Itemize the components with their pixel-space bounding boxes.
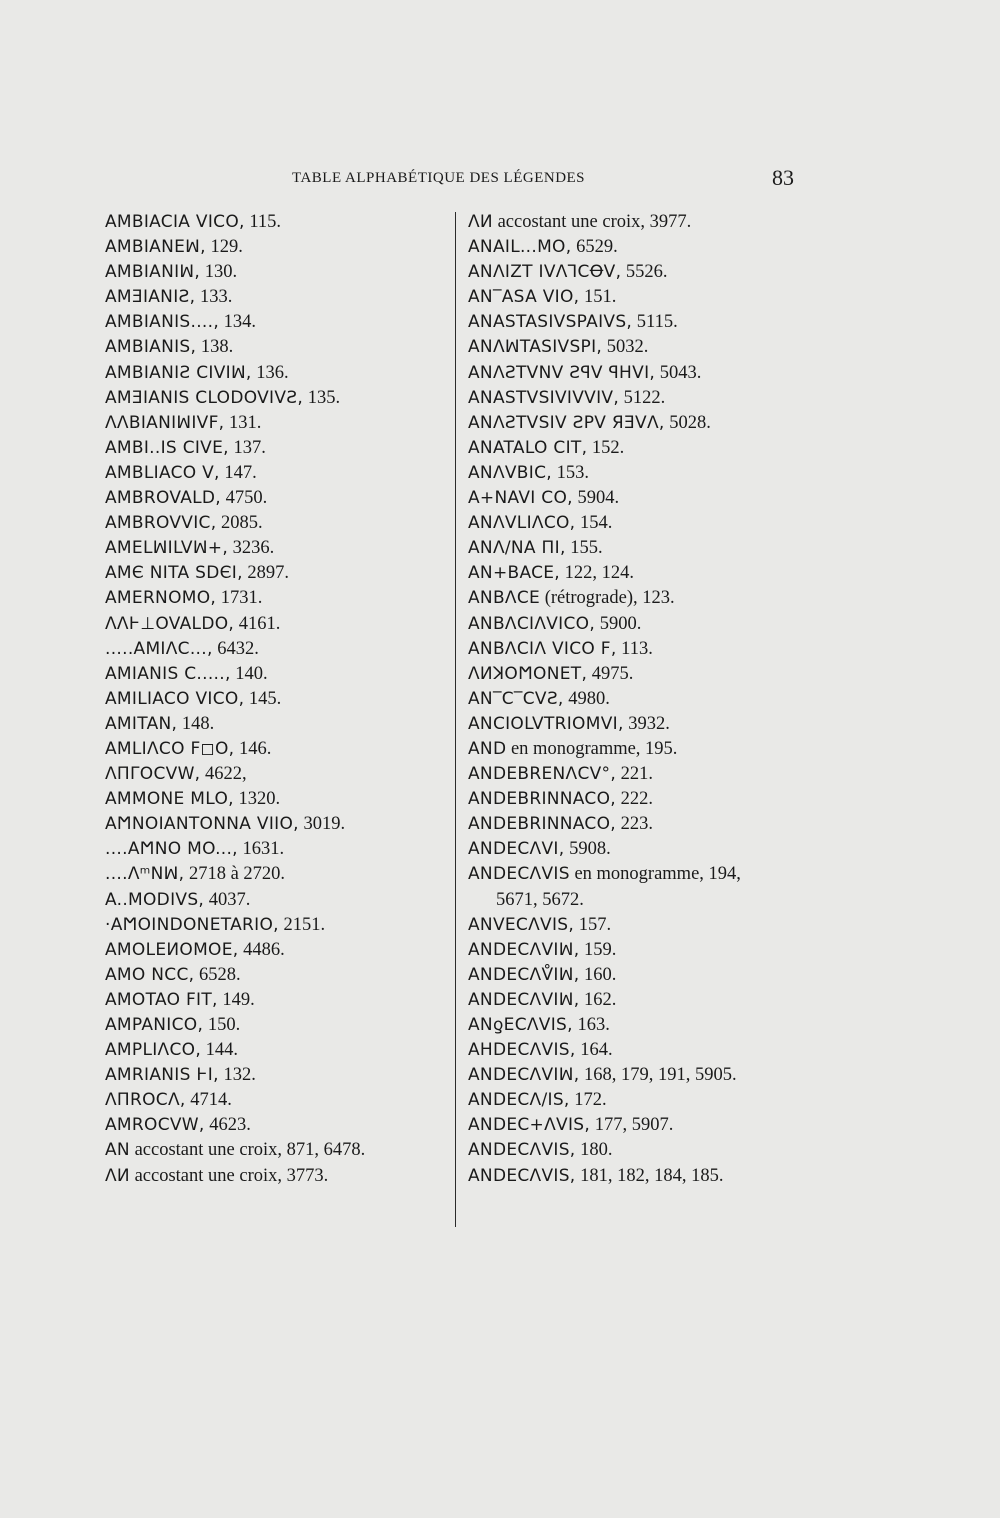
entry-legend: AϺNOIANTONNA VIIO, [105,814,299,835]
entry-legend: AMBIANIꟽ, [105,262,201,283]
entry-legend: ANDECΛVIS, [468,1165,576,1186]
index-entry [105,361,450,386]
index-entry [468,285,818,310]
index-entry [468,888,818,913]
entry-reference: 144. [201,1040,239,1061]
entry-legend: AN+BACE, [468,563,560,584]
entry-legend: ΛΛⱵ⊥OVALDO, [105,613,235,634]
entry-legend: ANƍECΛVIS, [468,1015,573,1035]
entry-reference: 136. [251,362,289,383]
entry-legend: ANBΛⅭE [468,588,541,609]
index-entry [468,1038,818,1063]
index-entry [105,913,450,938]
entry-reference: 140. [230,663,268,684]
entry-legend: ANBΛCIΛ VICO F, [468,638,617,659]
entry-legend: AMROⅭVW, [105,1115,205,1136]
index-entry [105,862,450,887]
entry-legend: ANDECΛVIꟽ, [468,989,580,1010]
index-entry [105,210,450,235]
index-entry [105,787,450,812]
entry-reference: 131. [224,412,262,433]
entry-reference: 163. [572,1015,610,1035]
index-entry [105,235,450,260]
entry-legend: A..MODIVS, [105,889,205,910]
index-entry [105,837,450,862]
entry-reference: 138. [196,337,234,358]
entry-legend: ANBΛCIΛVICO, [468,613,596,634]
entry-reference: 1731. [216,588,263,609]
entry-legend: ΛΛBIANIꟽIVF, [105,412,225,433]
entry-reference: 137. [228,437,266,458]
index-entry [468,235,818,260]
index-entry [468,1013,818,1038]
entry-legend: AMILIACO VICO, [105,688,245,709]
entry-legend: AMPLIΛCO, [105,1040,202,1061]
index-entry [105,1164,450,1189]
entry-legend: AMITAN, [105,713,178,734]
entry-reference: 6529. [571,237,618,258]
entry-reference: 2718 à 2720. [184,864,286,885]
entry-legend: AMLIΛCO F◻O, [105,738,235,759]
entry-reference: 133. [195,287,233,308]
entry-reference: 168, 179, 191, 5905. [579,1065,737,1086]
index-entry [468,737,818,762]
entry-reference: 147. [219,462,257,483]
entry-legend: ΛИ [468,212,493,232]
page-number: 83 [772,165,794,190]
index-entry [468,335,818,360]
entry-reference: 150. [203,1015,241,1035]
entry-legend: AMBROVALD, [105,488,221,509]
entry-reference: 160. [579,964,617,985]
index-entry [105,260,450,285]
entry-reference: 145. [244,688,282,709]
index-entry [105,1038,450,1063]
entry-legend: ....ΛᵐNꟽ, [105,864,185,885]
entry-reference: (rétrograde), 123. [540,588,675,609]
entry-legend: ANDEBRINNACO, [468,814,616,835]
entry-legend: AMBIANIS, [105,337,197,358]
entry-reference: 149. [217,989,255,1010]
entry-reference: 4750. [221,488,268,509]
index-entry [468,637,818,662]
entry-legend: ANΛVBIC, [468,462,552,483]
entry-legend: AMELꟽILVꟽ+, [105,538,229,559]
entry-legend: ANDEBRINNACO, [468,789,616,810]
entry-reference: 2897. [242,563,290,584]
entry-legend: ANDEⅭΛVIꟽ, [468,1065,580,1086]
entry-reference: 180. [575,1140,613,1161]
entry-reference: 164. [575,1040,613,1061]
entry-reference: 4623. [204,1115,251,1136]
entry-reference: 6432. [212,638,259,659]
entry-legend: AMBLIACO V, [105,462,220,483]
entry-legend: AMƎIANIS CLODOVIVƧ, [105,387,304,408]
entry-reference: 5904. [572,488,620,509]
entry-legend: AMPANICO, [105,1015,204,1035]
index-entry [105,612,450,637]
entry-reference: en monogramme, 194, [569,864,741,885]
index-entry [468,310,818,335]
entry-reference: 172. [569,1090,607,1111]
index-entry [468,436,818,461]
entry-reference: 4714. [185,1090,232,1111]
entry-legend: AMOLEИOMOE, [105,939,239,960]
entry-legend: ANDECΛVI, [468,839,565,860]
index-entry [105,662,450,687]
entry-legend: ANVECΛVIS, [468,914,575,935]
entry-legend: AMBIANIS...., [105,312,220,333]
right-column [468,210,818,1189]
entry-legend: AMIANIS C....., [105,663,231,684]
entry-legend: ANΛƧTVNV ƧꟼV ꟼHVI, [468,362,656,383]
index-entry [105,988,450,1013]
entry-legend: AMBIACIA VICO, [105,212,245,232]
entry-legend: ANDECΛVIS, [468,1140,576,1161]
entry-reference: 151. [579,287,617,308]
running-head: TABLE ALPHABÉTIQUE DES LÉGENDES [292,170,586,186]
index-entry [468,1164,818,1189]
index-entry [105,310,450,335]
entry-legend: AMOTAO FIT, [105,989,218,1010]
entry-legend: ....AϺNO MO..., [105,839,238,860]
index-entry [105,888,450,913]
entry-legend: ΛИꓘOϺONET, [468,663,588,684]
index-entry [105,737,450,762]
index-entry [105,486,450,511]
index-entry [105,386,450,411]
index-entry [105,586,450,611]
entry-legend: ANDECΛVIS [468,864,570,885]
index-entry [468,862,818,887]
entry-legend: .....AMIΛC..., [105,638,213,659]
entry-reference: accostant une croix, 871, 6478. [129,1140,366,1161]
index-entry [468,762,818,787]
left-column [105,210,450,1189]
index-entry [105,812,450,837]
index-entry [105,1138,450,1163]
entry-reference: 1320. [233,789,281,810]
entry-legend: AMBROVVIC, [105,513,217,534]
index-entry [468,913,818,938]
entry-legend: ANΛVLIΛCO, [468,513,576,534]
entry-reference: 146. [234,738,272,759]
entry-reference: 148. [177,713,215,734]
index-entry [468,1113,818,1138]
entry-legend: AND [468,738,507,759]
index-entry [105,561,450,586]
entry-legend: AN‾ASA VIO, [468,287,580,308]
entry-reference: 154. [575,513,613,534]
entry-reference: 4622, [200,764,247,785]
entry-reference: 5900. [595,613,642,634]
index-entry [105,436,450,461]
entry-legend: AMBIANIƧ CIVIꟽ, [105,362,252,383]
entry-legend: AMƎIANIƧ, [105,287,196,308]
index-entry [468,511,818,536]
entry-reference: 159. [579,939,617,960]
index-entry [468,361,818,386]
entry-reference: 3236. [228,538,275,559]
entry-reference: 5671, 5672. [496,889,584,910]
index-entry [105,461,450,486]
entry-legend: ANASTASIVSPAIVS, [468,312,633,333]
entry-legend: ANAIL...MO, [468,237,572,258]
entry-legend: AMO NⅭⅭ, [105,964,195,985]
entry-legend: ANΛꟽTASIVSPI, [468,337,603,358]
index-entry [468,837,818,862]
entry-reference: 4037. [204,889,251,910]
index-entry [468,988,818,1013]
index-entry [468,1138,818,1163]
index-entry [468,210,818,235]
entry-reference: 6528. [194,964,241,985]
index-entry [105,712,450,737]
index-entry [468,586,818,611]
entry-reference: 130. [200,262,238,283]
index-entry [105,1088,450,1113]
entry-legend: ANATALO ⅭIT, [468,437,588,458]
index-entry [468,536,818,561]
entry-reference: 223. [616,814,653,835]
entry-reference: 5043. [655,362,702,383]
entry-reference: 129. [205,237,243,258]
index-entry [105,536,450,561]
entry-reference: 4975. [587,663,634,684]
entry-legend: AHDECΛVIS, [468,1040,576,1061]
entry-legend: ΛПΓOⅭVW, [105,764,201,785]
entry-reference: 177, 5907. [590,1115,674,1136]
index-entry [468,612,818,637]
entry-legend: ANΛ/NA ПI, [468,538,566,559]
index-entry [105,1013,450,1038]
index-entry [468,963,818,988]
entry-legend: ANDECΛ/IS, [468,1090,570,1111]
index-entry [468,787,818,812]
entry-reference: 152. [587,437,625,458]
entry-reference: en monogramme, 195. [506,738,678,759]
entry-reference: 115. [244,212,282,232]
entry-reference: 222. [616,789,653,810]
entry-legend: ·AϺOINDONETARIO, [105,914,279,935]
entry-reference: 2151. [278,914,326,935]
index-entry [468,561,818,586]
index-entry [468,486,818,511]
entry-reference: 5122. [619,387,666,408]
entry-legend: AMЄ NITA SDЄI, [105,563,243,584]
entry-reference: 4980. [563,688,610,709]
entry-reference: 132. [218,1065,256,1086]
index-entry [468,461,818,486]
index-entry [105,285,450,310]
index-entry [105,335,450,360]
entry-reference: 5908. [564,839,611,860]
entry-reference: 221. [616,764,654,785]
entry-legend: ANDEC+ΛVIS, [468,1115,591,1136]
entry-reference: 153. [551,462,589,483]
entry-reference: 5526. [621,262,668,283]
index-entry [468,1063,818,1088]
index-entry [468,662,818,687]
entry-reference: accostant une croix, 3773. [129,1165,329,1186]
entry-legend: ANDECΛVIꟽ, [468,939,580,960]
entry-reference: 4161. [234,613,281,634]
index-entry [105,938,450,963]
index-entry [105,1063,450,1088]
entry-reference: 155. [565,538,603,559]
index-entry [105,637,450,662]
entry-reference: 113. [616,638,653,659]
entry-legend: AMMONE MLO, [105,789,234,810]
entry-legend: AMBI..IS CIVE, [105,437,229,458]
index-entry [105,687,450,712]
entry-legend: A+NAVI CO, [468,488,573,509]
entry-reference: 122, 124. [560,563,634,584]
entry-reference: 4486. [238,939,285,960]
index-entry [105,511,450,536]
index-entry [105,762,450,787]
entry-legend: AN‾C‾ⅭVƧ, [468,688,564,709]
entry-reference: 134. [219,312,257,333]
entry-reference: 3932. [623,713,670,734]
entry-reference: 135. [303,387,341,408]
entry-legend: AMRIANIS ⱵI, [105,1065,219,1086]
entry-reference: 5115. [632,312,678,333]
entry-reference: 2085. [216,513,263,534]
entry-legend: ANDEBRENΛCV°, [468,764,617,785]
entry-legend: ANCIOLVTRIOMVI, [468,713,624,734]
index-entry [105,1113,450,1138]
entry-reference: accostant une croix, 3977. [492,212,692,232]
entry-reference: 157. [574,914,612,935]
index-entry [468,938,818,963]
index-entry [105,963,450,988]
entry-reference: 3019. [298,814,346,835]
entry-legend: AMBIANEꟽ, [105,237,206,258]
index-entry [105,411,450,436]
entry-reference: 181, 182, 184, 185. [575,1165,724,1186]
index-entry [468,812,818,837]
index-entry [468,687,818,712]
entry-legend: ANΛIZT IVΛꓶCꝊV, [468,262,622,283]
entry-legend: ANΛƧTVSIV ƧPV ЯƎVΛ, [468,412,665,433]
entry-legend: ANDECΛV̊Iꟽ, [468,964,580,985]
entry-legend: ΛИ [105,1165,130,1186]
entry-legend: ANASTVSIVIVVIV, [468,387,620,408]
index-entry [468,411,818,436]
column-divider [455,212,456,1227]
entry-reference: 5028. [664,412,711,433]
index-entry [468,1088,818,1113]
entry-legend: AN [105,1140,130,1161]
entry-reference: 1631. [237,839,285,860]
entry-legend: ΛПROⅭΛ, [105,1090,186,1111]
index-entry [468,712,818,737]
index-entry [468,260,818,285]
entry-legend: AMERNOMO, [105,588,217,609]
entry-reference: 162. [579,989,617,1010]
entry-reference: 5032. [602,337,649,358]
index-entry [468,386,818,411]
